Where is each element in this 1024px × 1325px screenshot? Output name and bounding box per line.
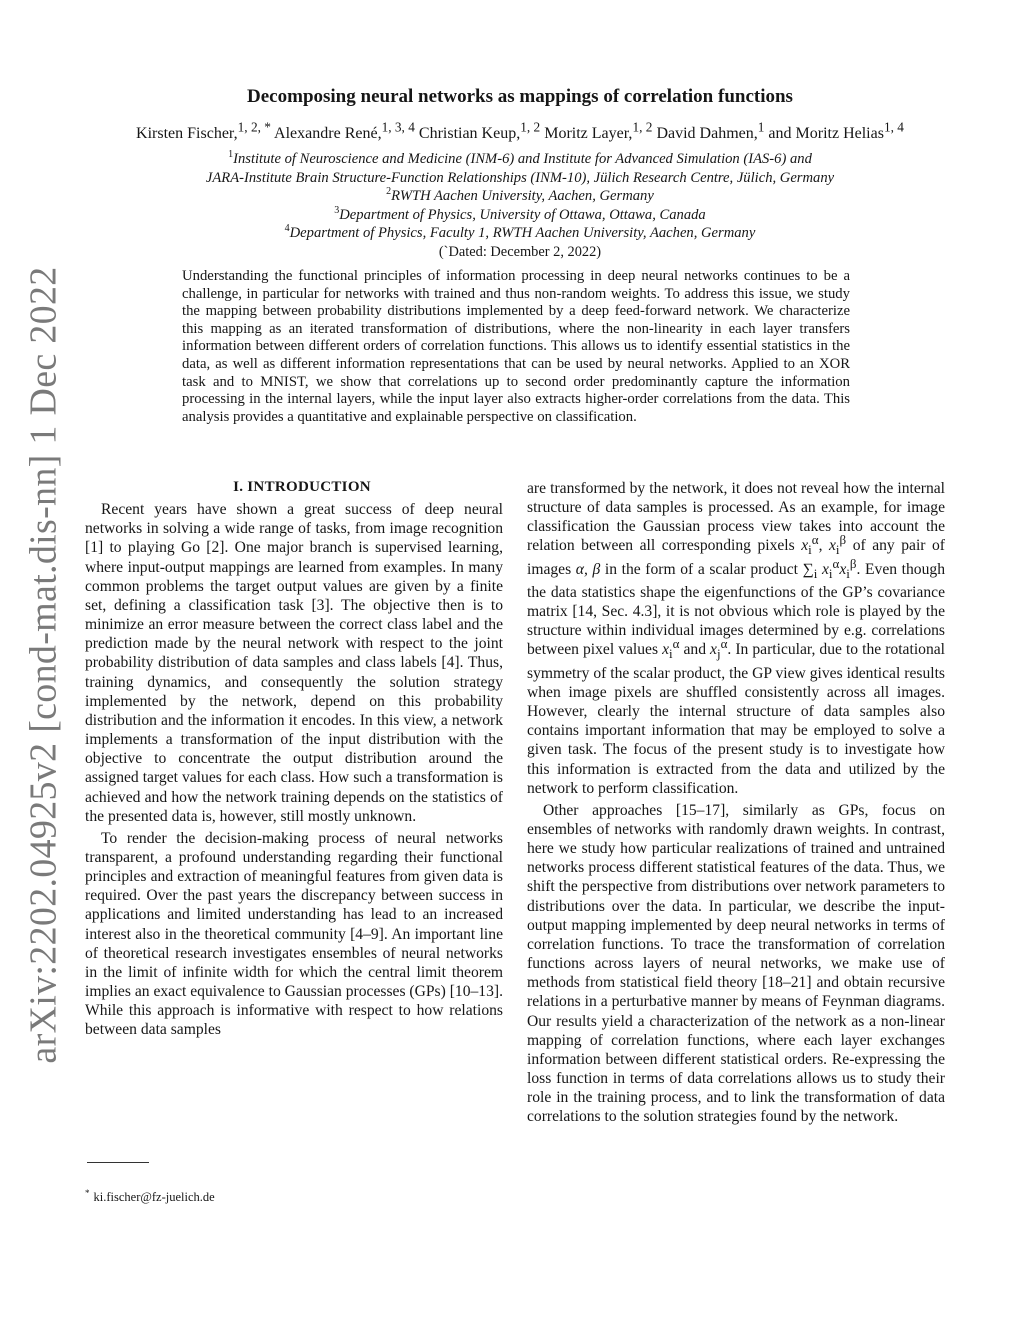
left-column bbox=[85, 478, 503, 1040]
affiliation-1: $^1$Institute of Neuroscience and Medicine (INM-6) and Institute for Advanced Simulation (IAS-6) and bbox=[228, 149, 812, 167]
right-column bbox=[527, 479, 945, 1126]
affiliation-2: $^2$RWTH Aachen University, Aachen, Germany bbox=[386, 186, 654, 205]
intro-paragraph-2: To render the decision-making process of neural networks transparent, a profound understanding regarding their functional principles and extraction of meaningful features from given data is required. Over the past years the discrepancy between success in applications and limited understanding has lead to an increased interest also in the theoretical community [4–9]. An important line of theoretical research investigates ensembles of neural networks in the limit of infinite width for which the central limit theorem implies an exact equivalence to Gaussian processes (GPs) [10–13]. While this approach is informative with respect to how relations between data samples bbox=[85, 829, 503, 1039]
intro-paragraph-4: Other approaches [15–17], similarly as GPs, focus on ensembles of networks with randomly drawn weights. In contrast, here we study how particular realizations of trained and untrained networks process different statistical features of the data. Thus, we shift the perspective from distributions over network parameters to distributions over the data. In particular, we describe the input-output mapping implemented by deep neural networks in terms of correlation functions. To trace the transformation of correlation functions across layers of neural networks, we make use of methods from statistical field theory [18–21] and obtain recursive relations in a perturbative manner by means of Feynman diagrams. Our results yield a characterization of the network as a non-linear mapping of correlation functions, where each layer exchanges information between different statistical orders. Re-expressing the loss function in terms of data correlations allows us to study their role in the training process, and to link the transformation of data correlations to the solution strategies found by the network. bbox=[527, 801, 945, 1126]
author-list: Kirsten Fischer,$^{1, 2, *}$ Alexandre René,$^{1, 3, 4}$ Christian Keup,$^{1, 2}$ Moritz Layer,$^{1, 2}$ David Dahmen,$^1$ and Moritz Helias$^{1, 4}$ bbox=[136, 119, 904, 142]
footnote-email: * ki.fischer@fz-juelich.de bbox=[85, 1187, 215, 1204]
arxiv-sidebar-stamp bbox=[22, 266, 66, 1064]
affiliations bbox=[100, 150, 940, 262]
arxiv-identifier: arXiv:2202.04925v2 [cond-mat.dis-nn] 1 Dec 2022 bbox=[23, 266, 66, 1064]
paper-title: Decomposing neural networks as mappings of correlation functions bbox=[247, 86, 793, 107]
section-heading-introduction: I. INTRODUCTION bbox=[233, 479, 371, 495]
intro-paragraph-1: Recent years have shown a great success of deep neural networks in solving a wide range of tasks, from image recognition [1] to playing Go [2]. One major branch is supervised learning, where input-output mappings are learned from examples. In many common problems the target output values are given by a finite set, defining a classification task [3]. The objective then is to minimize an error measure between the correct class label and the prediction made by the neural network with respect to the joint probability distribution of data samples and class labels [4]. Thus, training dynamics, and consequently the solution strategy implemented by the network, depend on this probability distribution and the information it encodes. In this view, a network implements a transformation of the input distribution with the objective to concentrate the output distribution around the assigned target values for each class. How such a transformation is achieved and how the network training depends on the statistics of the presented data is, however, still mostly unknown. bbox=[85, 501, 503, 825]
abstract: Understanding the functional principles of information processing in deep neural networks continues to be a challenge, in particular for networks with trained and thus non-random weights. To address this issue, we study the mapping between probability distributions implemented by a deep feed-forward network. We characterize this mapping as an iterated transformation of distributions, where the non-linearity in each layer transfers information between different orders of correlation functions. This allows us to identify essential statistics in the data, as well as different information representations that can be used by neural networks. Applied to an XOR task and to MNIST, we show that correlations up to second order predominantly capture the information processing in the internal layers, while the input layer also extracts higher-order correlations from the data. This analysis provides a quantitative and explainable perspective on classification. bbox=[182, 268, 850, 425]
intro-paragraph-3: are transformed by the network, it does not reveal how the internal structure of data samples is processed. As an example, for image classification the Gaussian process view takes into account the relation between all corresponding pixels $x_i^\alpha$, $x_i^\beta$ of any pair of images α, β in the form of a scalar product $\sum_i$ $x_i^\alpha x_i^\beta$. Even though the data statistics shape the eigenfunctions of the GP’s covariance matrix [14, Sec. 4.3], it is not obvious which role is played by the structure within individual images determined by e.g. correlations between pixel values $x_i^\alpha$ and $x_j^\alpha$. In particular, due to the rotational symmetry of the scalar product, the GP view gives identical results when image pixels are shuffled consistently across all images. However, clearly the internal structure of data samples also contains important information that may be employed to solve a given task. The focus of the present study is to investigate how this information is extracted from the data and utilized by the network to perform classification. bbox=[527, 480, 945, 797]
affiliation-1-cont: JARA-Institute Brain Structure-Function Relationships (INM-10), Jülich Research Centre, Jülich, Germany bbox=[205, 169, 835, 186]
footnote-rule bbox=[87, 1162, 149, 1163]
affiliation-4: $^4$Department of Physics, Faculty 1, RWTH Aachen University, Aachen, Germany bbox=[284, 223, 756, 242]
affiliation-3: $^3$Department of Physics, University of Ottawa, Ottawa, Canada bbox=[334, 204, 706, 223]
dated-line: (`Dated: December 2, 2022) bbox=[438, 243, 602, 260]
